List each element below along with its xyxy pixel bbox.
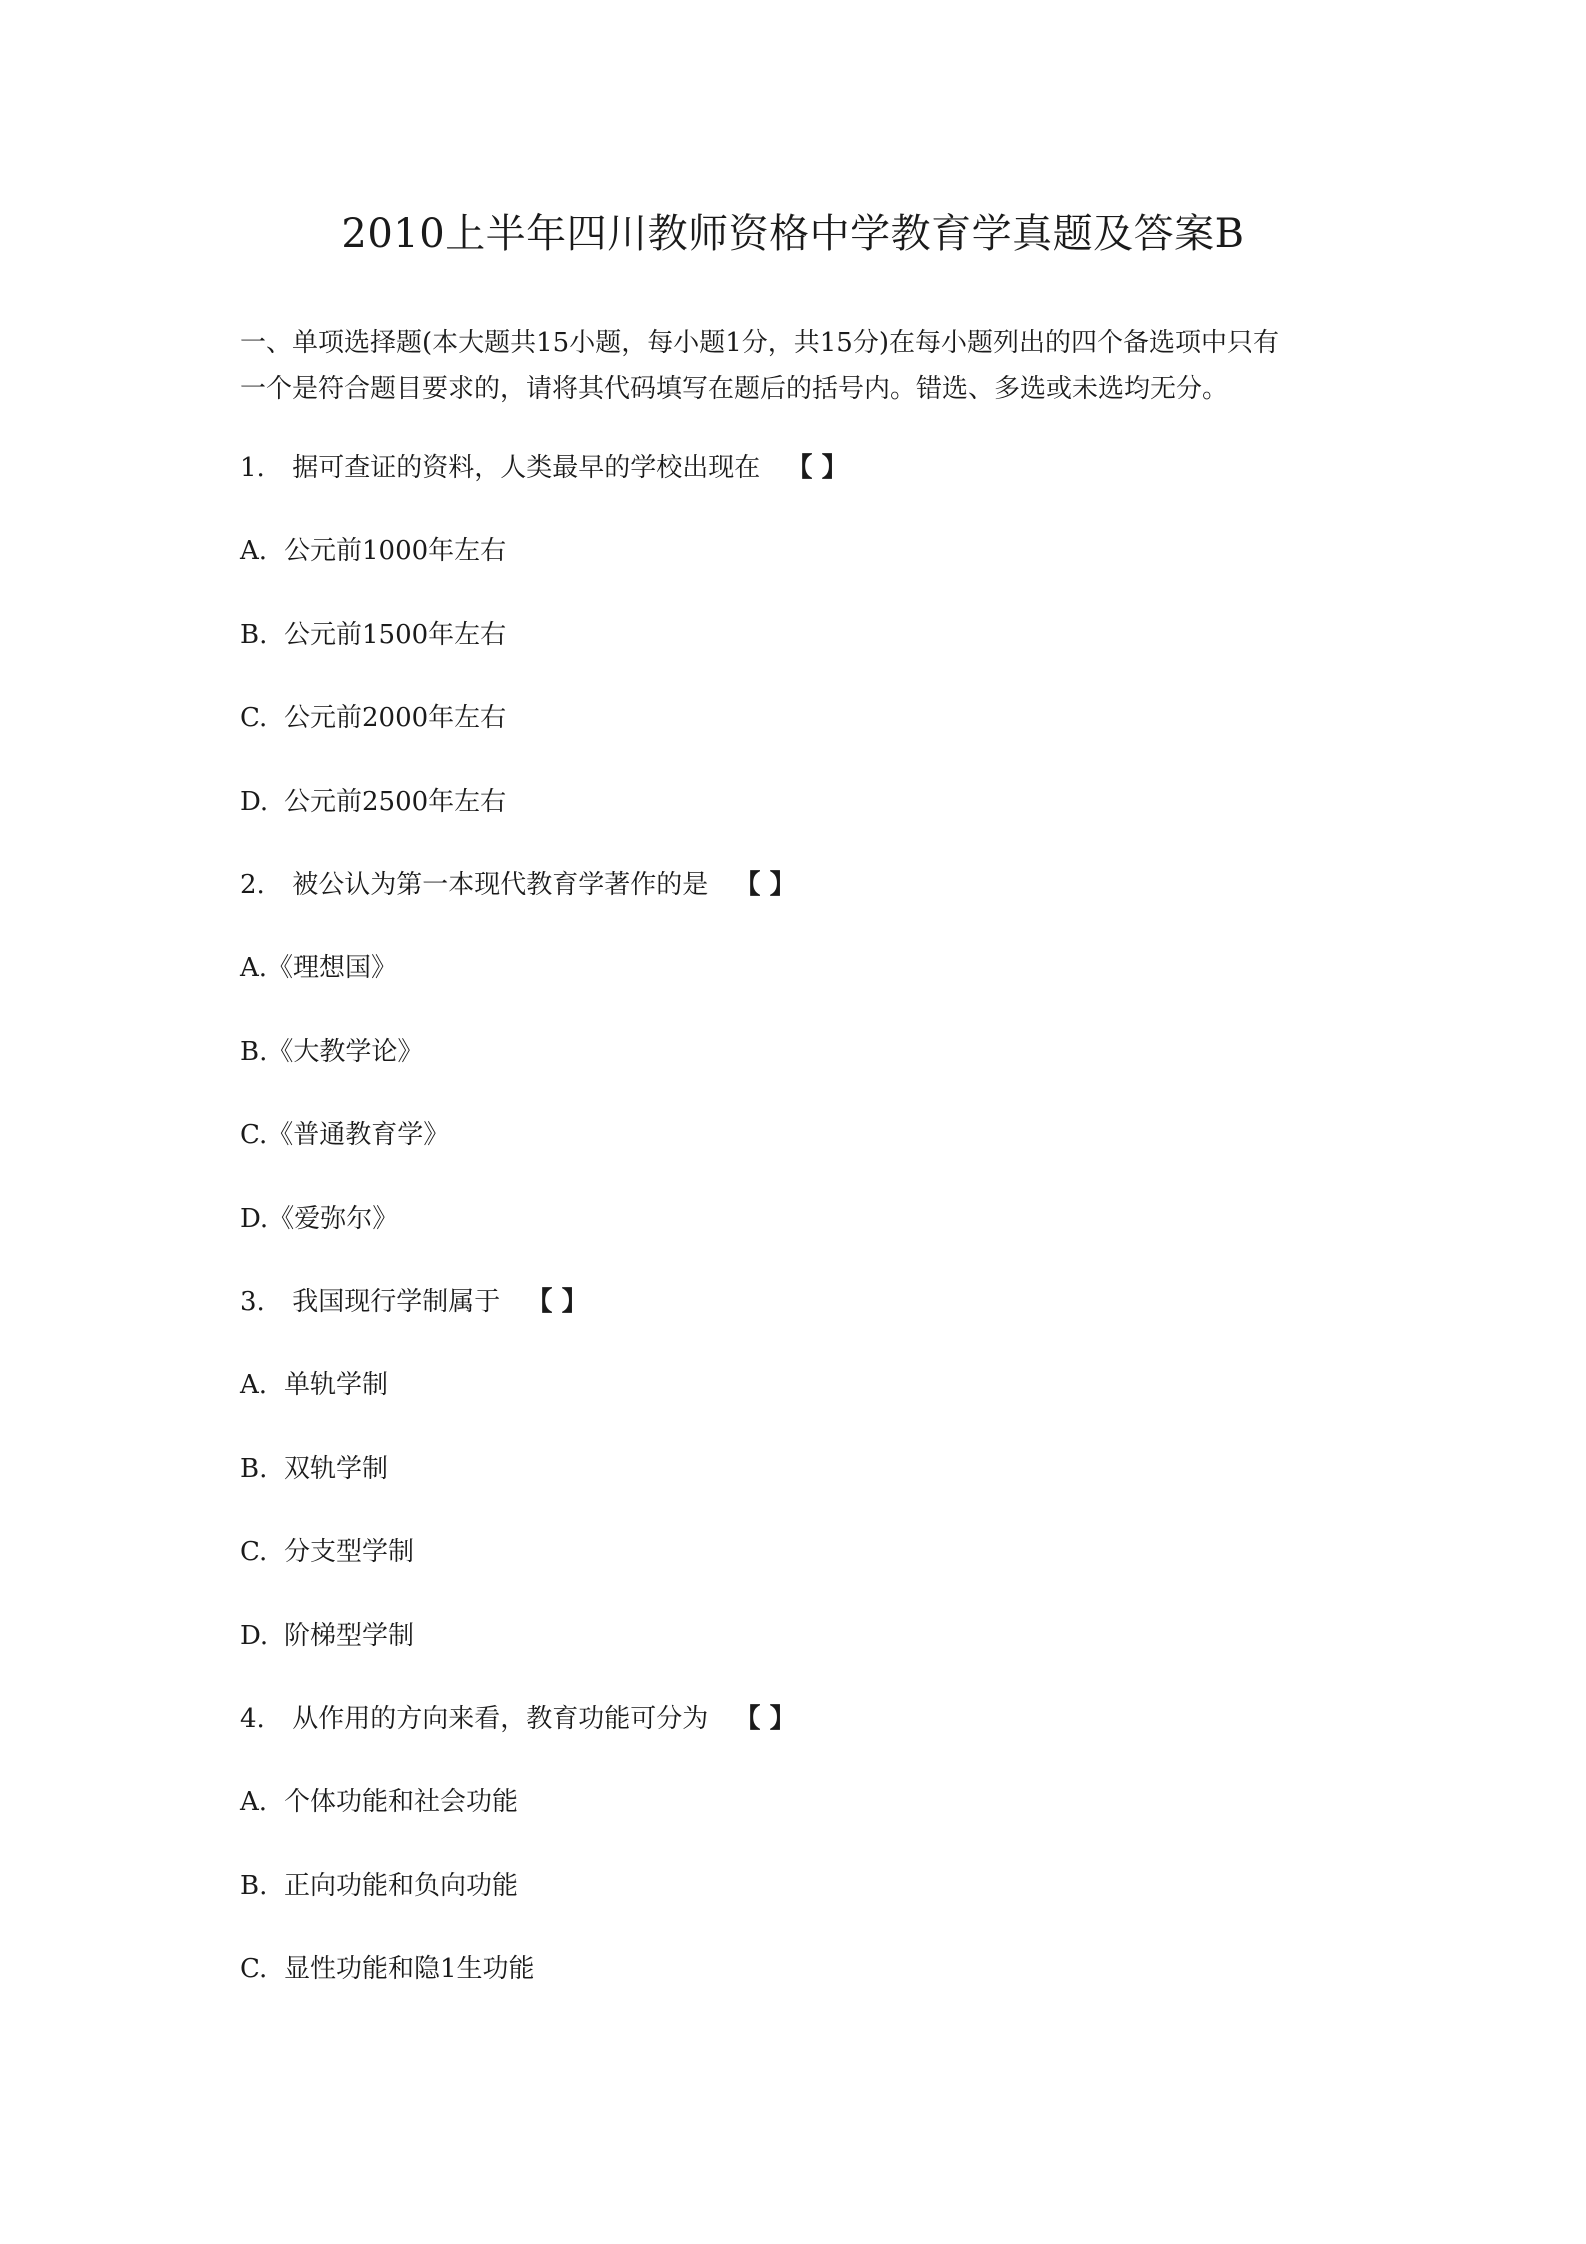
question-4-option-a (240, 1782, 518, 1822)
question-3-option-b (240, 1449, 388, 1489)
answer-bracket: 【 】 (734, 1704, 796, 1734)
answer-bracket: 【 】 (786, 453, 848, 483)
option-label: D. (240, 1621, 269, 1651)
question-2-option-b (240, 1032, 423, 1072)
question-4 (240, 1699, 796, 1739)
option-text: 《理想国》 (267, 953, 398, 983)
option-text: 《普通教育学》 (267, 1120, 450, 1150)
section-instructions (240, 320, 1370, 412)
question-number: 4. (240, 1704, 265, 1734)
question-number: 3. (240, 1287, 265, 1317)
option-text: 公元前2500年左右 (284, 787, 507, 817)
question-number: 1. (240, 453, 265, 483)
option-label: D. (240, 787, 269, 817)
question-3-option-d (240, 1616, 414, 1656)
question-2-option-d (240, 1199, 398, 1239)
option-label: C. (240, 1954, 268, 1984)
option-text: 单轨学制 (284, 1370, 389, 1400)
option-text: 正向功能和负向功能 (284, 1871, 519, 1901)
question-3-option-c (240, 1532, 414, 1572)
question-1-option-d (240, 782, 506, 822)
option-text: 双轨学制 (284, 1454, 389, 1484)
option-text: 公元前1500年左右 (284, 620, 507, 650)
instructions-line-2: 一个是符合题目要求的，请将其代码填写在题后的括号内。错选、多选或未选均无分。 (240, 374, 1229, 404)
option-label: A. (240, 536, 268, 566)
question-stem: 被公认为第一本现代教育学著作的是 (292, 870, 709, 900)
question-stem: 据可查证的资料，人类最早的学校出现在 (292, 453, 761, 483)
question-1 (240, 448, 848, 488)
option-label: B. (240, 1871, 268, 1901)
question-4-option-c (240, 1949, 535, 1989)
option-text: 阶梯型学制 (284, 1621, 415, 1651)
option-text: 公元前1000年左右 (284, 536, 507, 566)
option-label: A. (240, 953, 268, 983)
instructions-line-1: 一、单项选择题(本大题共15小题，每小题1分，共15分)在每小题列出的四个备选项中只有 (240, 328, 1279, 358)
option-label: A. (240, 1787, 268, 1817)
option-text: 《爱弥尔》 (268, 1204, 399, 1234)
question-4-option-b (240, 1866, 518, 1906)
option-text: 分支型学制 (284, 1537, 415, 1567)
document-title: 2010上半年四川教师资格中学教育学真题及答案B (341, 211, 1245, 257)
answer-bracket: 【 】 (526, 1287, 588, 1317)
question-2-option-a (240, 948, 397, 988)
option-label: B. (240, 620, 268, 650)
question-1-option-b (240, 615, 506, 655)
question-2-option-c (240, 1115, 449, 1155)
question-1-option-c (240, 698, 506, 738)
question-2 (240, 865, 796, 905)
option-label: B. (240, 1037, 268, 1067)
option-text: 显性功能和隐1生功能 (284, 1954, 535, 1984)
option-label: D. (240, 1204, 269, 1234)
question-1-option-a (240, 531, 506, 571)
option-label: C. (240, 1537, 268, 1567)
question-3 (240, 1282, 588, 1322)
answer-bracket: 【 】 (734, 870, 796, 900)
option-text: 《大教学论》 (267, 1037, 424, 1067)
option-label: A. (240, 1370, 268, 1400)
question-stem: 我国现行学制属于 (292, 1287, 501, 1317)
option-text: 公元前2000年左右 (284, 703, 507, 733)
question-stem: 从作用的方向来看，教育功能可分为 (292, 1704, 709, 1734)
question-3-option-a (240, 1365, 388, 1405)
question-number: 2. (240, 870, 265, 900)
option-label: C. (240, 1120, 268, 1150)
option-label: B. (240, 1454, 268, 1484)
option-text: 个体功能和社会功能 (284, 1787, 519, 1817)
option-label: C. (240, 703, 268, 733)
